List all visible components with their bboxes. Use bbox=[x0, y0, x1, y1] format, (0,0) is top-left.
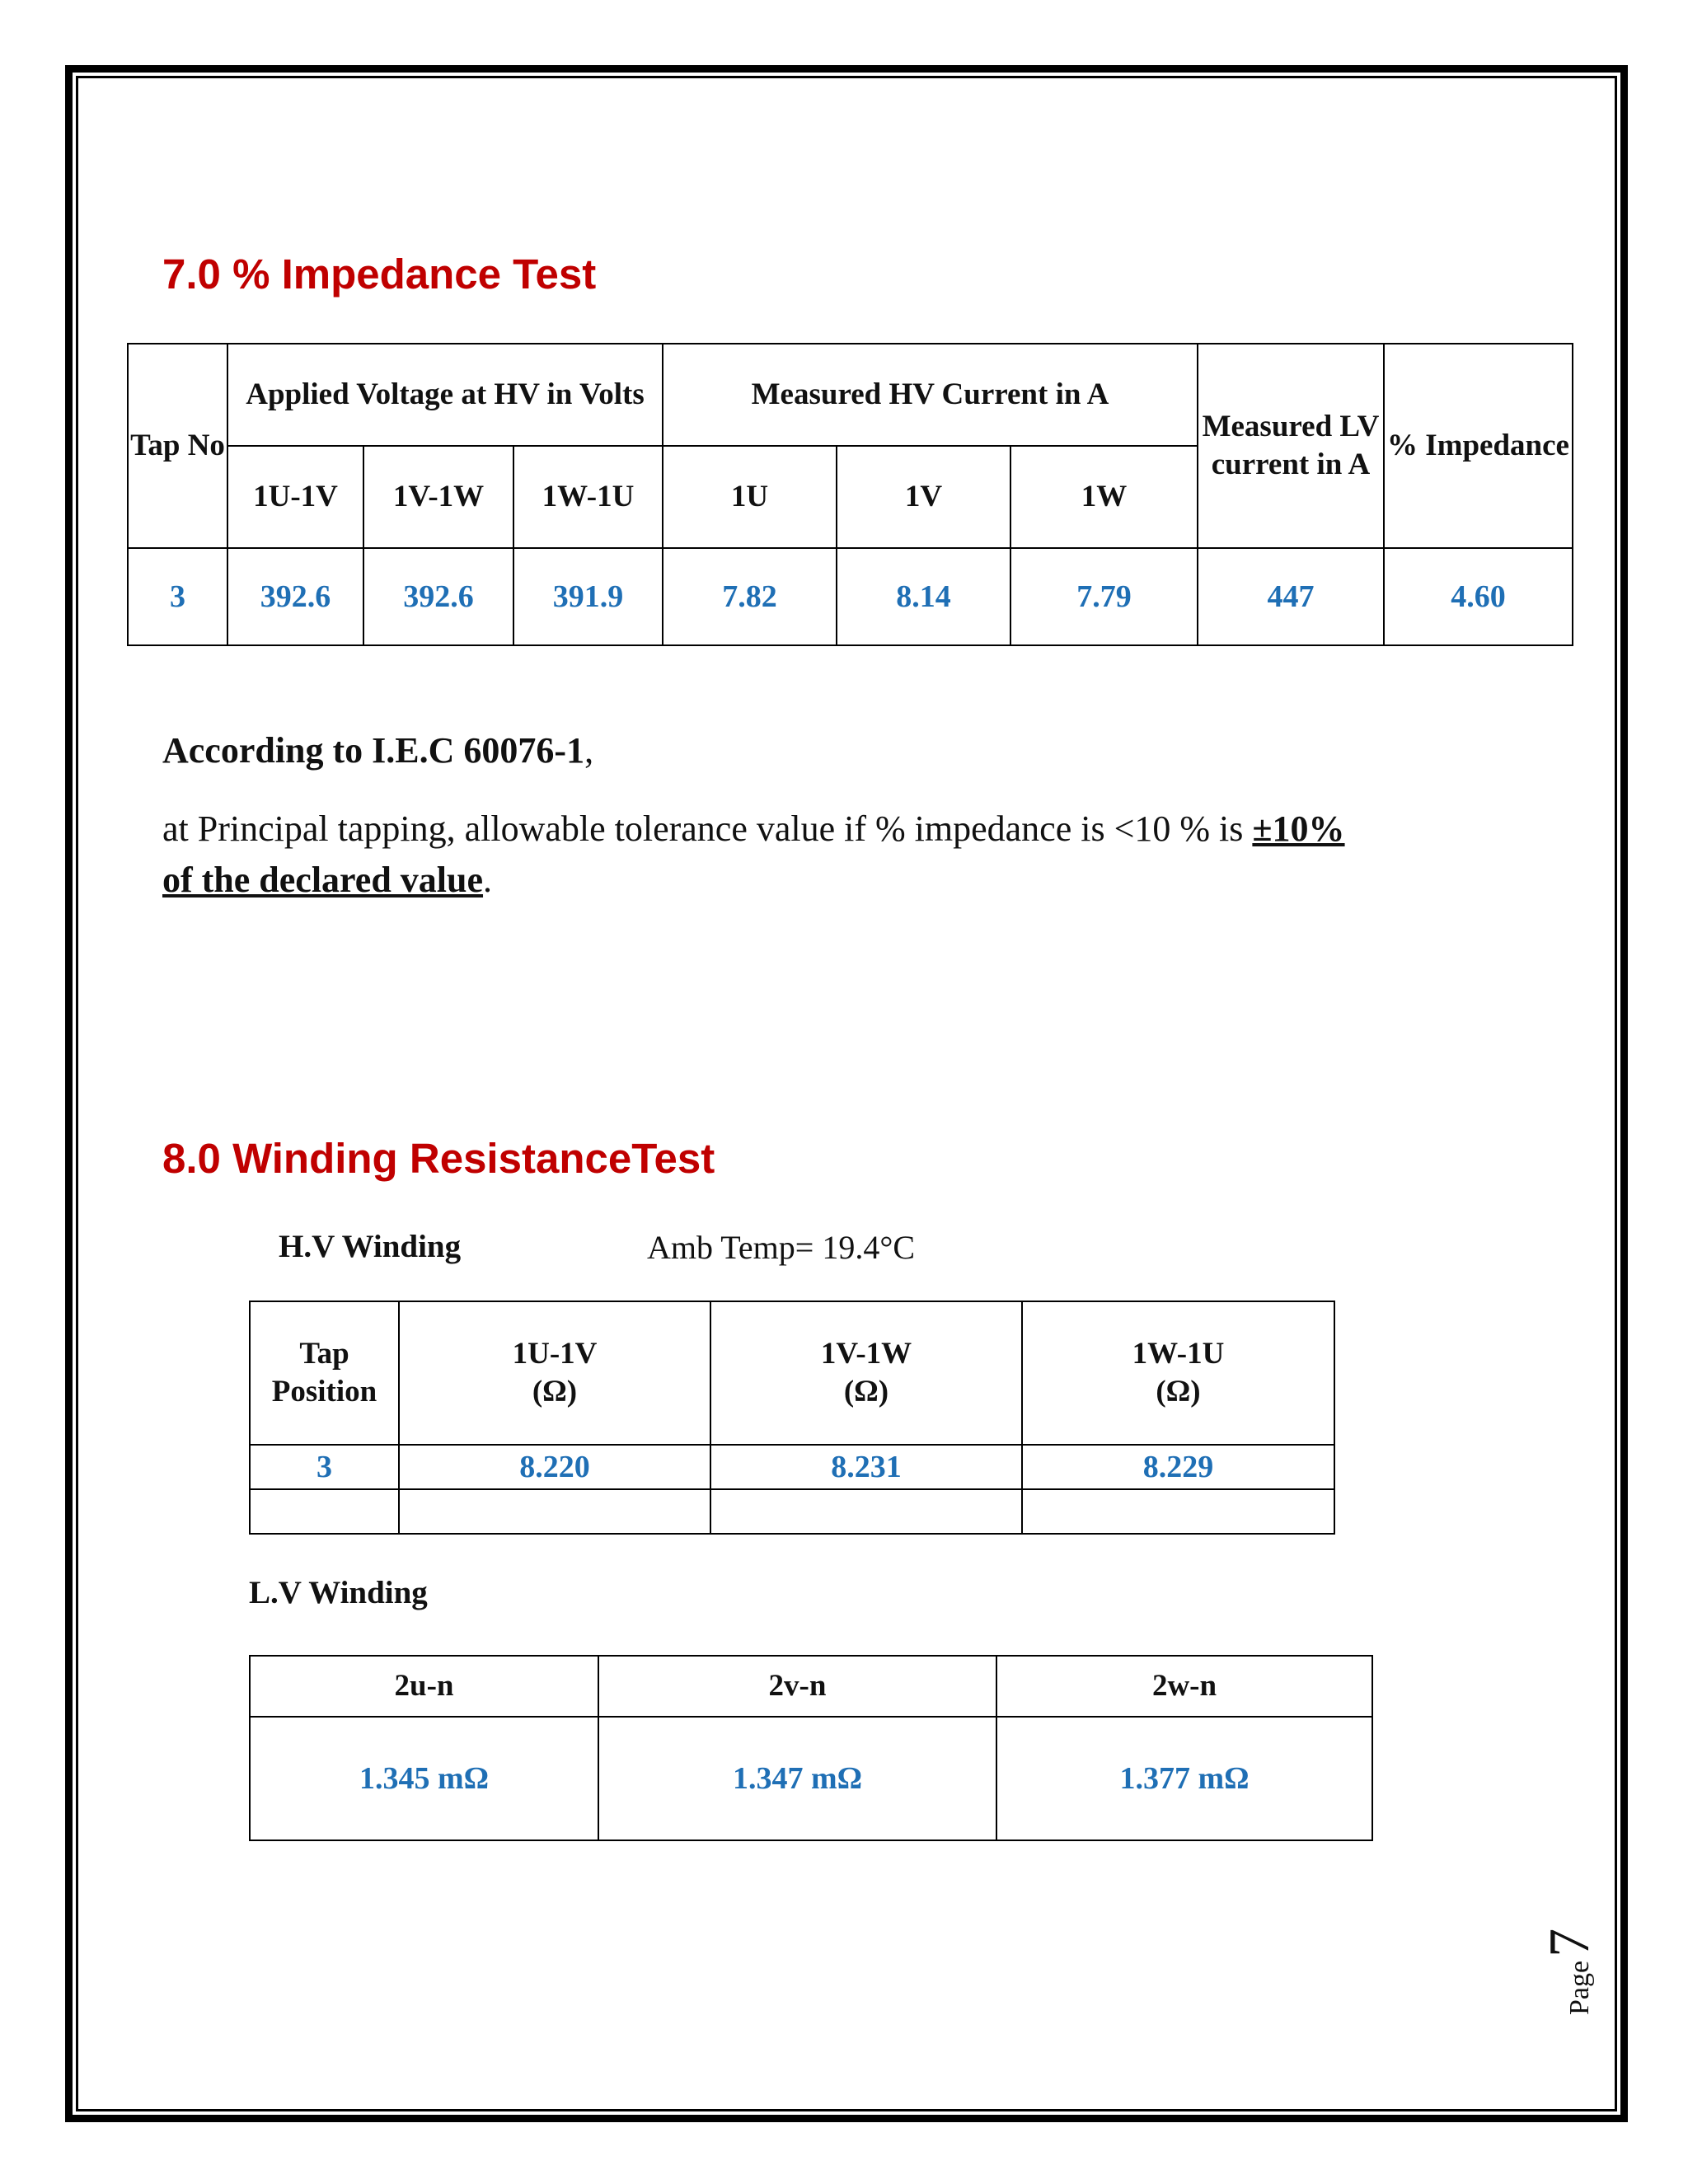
hv-1w-1u-header bbox=[1022, 1301, 1334, 1445]
percent-impedance-cell: 4.60 bbox=[1384, 548, 1573, 645]
hv-1w-1u-unit: (Ω) bbox=[1156, 1375, 1201, 1408]
percent-impedance-header: % Impedance bbox=[1384, 344, 1573, 548]
lv-2w-n-cell: 1.377 mΩ bbox=[996, 1717, 1372, 1840]
voltage-1v-1w-header: 1V-1W bbox=[363, 446, 513, 548]
voltage-1u-1v-cell: 392.6 bbox=[227, 548, 363, 645]
empty-cell bbox=[250, 1489, 399, 1534]
empty-cell bbox=[710, 1489, 1022, 1534]
measured-hv-current-header: Measured HV Current in A bbox=[663, 344, 1198, 446]
empty-cell bbox=[1022, 1489, 1334, 1534]
hv-1u-1v-cell: 8.220 bbox=[399, 1445, 710, 1489]
iec-reference-comma: , bbox=[584, 730, 594, 771]
applied-voltage-header: Applied Voltage at HV in Volts bbox=[227, 344, 663, 446]
hv-1w-1u-cell: 8.229 bbox=[1022, 1445, 1334, 1489]
voltage-1w-1u-header: 1W-1U bbox=[513, 446, 663, 548]
tolerance-note bbox=[162, 804, 1481, 906]
lv-winding-table bbox=[249, 1655, 1373, 1841]
table-row bbox=[250, 1445, 1334, 1489]
current-1w-header: 1W bbox=[1010, 446, 1198, 548]
hv-winding-table bbox=[249, 1301, 1335, 1535]
current-1u-cell: 7.82 bbox=[663, 548, 837, 645]
voltage-1v-1w-cell: 392.6 bbox=[363, 548, 513, 645]
lv-2w-n-header: 2w-n bbox=[996, 1656, 1372, 1717]
page-word: Page bbox=[1564, 1960, 1595, 2015]
hv-1u-1v-label: 1U-1V bbox=[512, 1337, 598, 1371]
lv-2u-n-cell: 1.345 mΩ bbox=[250, 1717, 598, 1840]
empty-cell bbox=[399, 1489, 710, 1534]
page-number-value: 7 bbox=[1538, 1928, 1601, 1957]
voltage-1w-1u-cell: 391.9 bbox=[513, 548, 663, 645]
lv-current-cell: 447 bbox=[1198, 548, 1384, 645]
ambient-temperature: Amb Temp= 19.4°C bbox=[647, 1229, 916, 1266]
winding-heading: 8.0 Winding ResistanceTest bbox=[162, 1135, 715, 1182]
voltage-1u-1v-header: 1U-1V bbox=[227, 446, 363, 548]
current-1v-cell: 8.14 bbox=[837, 548, 1010, 645]
hv-1w-1u-label: 1W-1U bbox=[1132, 1337, 1225, 1371]
impedance-heading: 7.0 % Impedance Test bbox=[162, 251, 597, 298]
lv-2u-n-header: 2u-n bbox=[250, 1656, 598, 1717]
hv-tap-cell: 3 bbox=[250, 1445, 399, 1489]
current-1u-header: 1U bbox=[663, 446, 837, 548]
tolerance-declared-value: of the declared value bbox=[162, 860, 484, 900]
tap-position-header: Tap Position bbox=[250, 1301, 399, 1445]
table-row bbox=[250, 1489, 1334, 1534]
tolerance-note-text: at Principal tapping, allowable tolerance value if % impedance is <10 % is bbox=[162, 808, 1253, 849]
tap-no-header: Tap No bbox=[128, 344, 227, 548]
impedance-table bbox=[127, 343, 1573, 646]
hv-1v-1w-label: 1V-1W bbox=[820, 1337, 912, 1371]
table-row bbox=[128, 548, 1573, 645]
iec-reference bbox=[162, 725, 593, 776]
tolerance-note-period: . bbox=[483, 860, 493, 900]
tolerance-value: ±10% bbox=[1252, 808, 1345, 849]
hv-1v-1w-unit: (Ω) bbox=[843, 1375, 889, 1408]
lv-2v-n-header: 2v-n bbox=[598, 1656, 996, 1717]
hv-1u-1v-header bbox=[399, 1301, 710, 1445]
table-row bbox=[250, 1717, 1372, 1840]
hv-1v-1w-cell: 8.231 bbox=[710, 1445, 1022, 1489]
hv-winding-label: H.V Winding bbox=[279, 1229, 462, 1264]
page-number bbox=[1537, 1928, 1636, 2015]
current-1v-header: 1V bbox=[837, 446, 1010, 548]
current-1w-cell: 7.79 bbox=[1010, 548, 1198, 645]
hv-1v-1w-header bbox=[710, 1301, 1022, 1445]
hv-1u-1v-unit: (Ω) bbox=[532, 1375, 578, 1408]
lv-2v-n-cell: 1.347 mΩ bbox=[598, 1717, 996, 1840]
measured-lv-current-header: Measured LV current in A bbox=[1198, 344, 1384, 548]
tap-no-cell: 3 bbox=[128, 548, 227, 645]
lv-winding-label: L.V Winding bbox=[249, 1575, 428, 1610]
iec-reference-title: According to I.E.C 60076-1 bbox=[162, 730, 585, 771]
